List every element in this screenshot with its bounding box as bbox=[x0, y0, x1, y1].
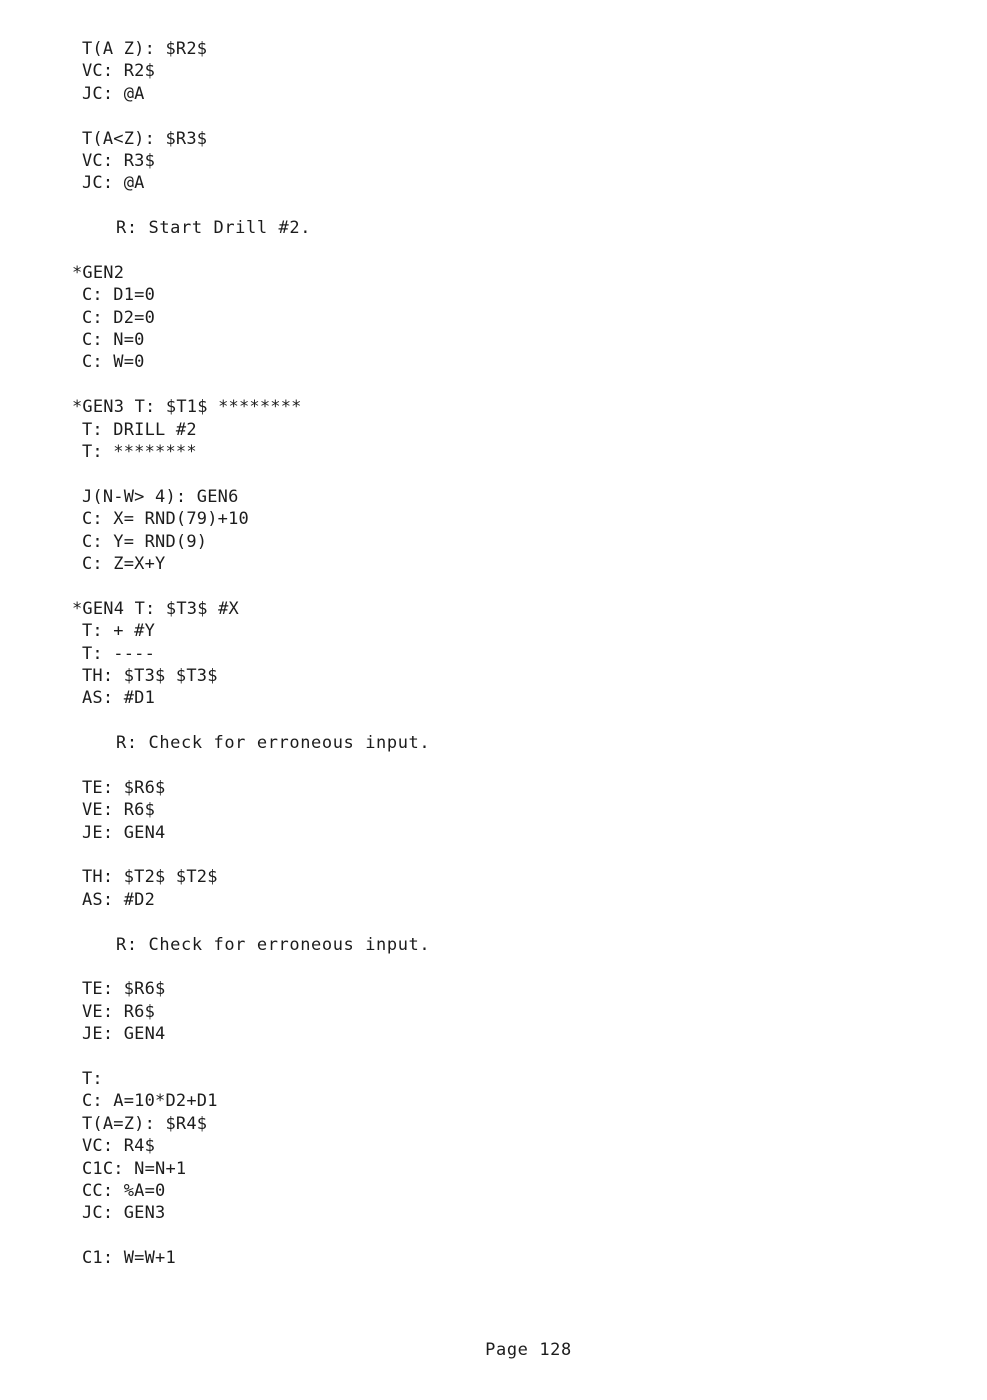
blank-line bbox=[72, 911, 932, 933]
program-listing bbox=[72, 38, 932, 1269]
listing-line: VE: R6$ bbox=[82, 800, 156, 821]
blank-line bbox=[72, 575, 932, 597]
listing-line: C: D1=0 bbox=[82, 285, 156, 306]
listing-line: T: DRILL #2 bbox=[82, 419, 197, 440]
blank-line bbox=[72, 105, 932, 127]
listing-line: C: Y= RND(9) bbox=[82, 531, 208, 552]
blank-line bbox=[72, 844, 932, 866]
listing-line: TH: $T2$ $T2$ bbox=[82, 867, 218, 888]
label-line: *GEN4 T: $T3$ #X bbox=[72, 598, 239, 619]
listing-line: T: ******** bbox=[82, 442, 197, 463]
remark-line: R: Check for erroneous input. bbox=[116, 934, 431, 955]
listing-line: T(A<Z): $R3$ bbox=[82, 128, 208, 149]
listing-line: T(A Z): $R2$ bbox=[82, 39, 208, 59]
label-line: *GEN3 T: $T1$ ******** bbox=[72, 397, 302, 418]
listing-line: T: + #Y bbox=[82, 621, 156, 642]
listing-line: JE: GEN4 bbox=[82, 1024, 166, 1045]
listing-line: C: N=0 bbox=[82, 330, 145, 351]
listing-line: TE: $R6$ bbox=[82, 777, 166, 798]
listing-line: C1: W=W+1 bbox=[82, 1248, 176, 1269]
listing-line: C: Z=X+Y bbox=[82, 553, 166, 574]
listing-line: TE: $R6$ bbox=[82, 979, 166, 1000]
blank-line bbox=[72, 956, 932, 978]
blank-line bbox=[72, 240, 932, 262]
listing-line: CC: %A=0 bbox=[82, 1180, 166, 1201]
listing-line: C1C: N=N+1 bbox=[82, 1158, 187, 1179]
listing-line: JC: @A bbox=[82, 83, 145, 104]
listing-line: T(A=Z): $R4$ bbox=[82, 1113, 208, 1134]
listing-line: C: D2=0 bbox=[82, 307, 156, 328]
blank-line bbox=[72, 374, 932, 396]
listing-line: AS: #D2 bbox=[82, 889, 156, 910]
listing-line: VC: R3$ bbox=[82, 150, 156, 171]
listing-line: AS: #D1 bbox=[82, 688, 156, 709]
blank-line bbox=[72, 1225, 932, 1247]
listing-line: C: W=0 bbox=[82, 352, 145, 373]
listing-line: C: A=10*D2+D1 bbox=[82, 1091, 218, 1112]
label-line: *GEN2 bbox=[72, 262, 125, 283]
listing-line: T: ---- bbox=[82, 643, 156, 664]
listing-line: JC: @A bbox=[82, 173, 145, 194]
listing-line: J(N-W> 4): GEN6 bbox=[82, 486, 239, 507]
remark-line: R: Start Drill #2. bbox=[116, 218, 312, 239]
listing-line: VE: R6$ bbox=[82, 1001, 156, 1022]
blank-line bbox=[72, 1046, 932, 1068]
listing-line: T: bbox=[82, 1068, 103, 1089]
blank-line bbox=[72, 463, 932, 485]
listing-line: TH: $T3$ $T3$ bbox=[82, 665, 218, 686]
blank-line bbox=[72, 710, 932, 732]
listing-line: C: X= RND(79)+10 bbox=[82, 509, 249, 530]
blank-line bbox=[72, 755, 932, 777]
listing-line: VC: R2$ bbox=[82, 61, 156, 82]
page-number: Page 128 bbox=[485, 1340, 572, 1360]
listing-line: JE: GEN4 bbox=[82, 822, 166, 843]
remark-line: R: Check for erroneous input. bbox=[116, 733, 431, 754]
listing-line: VC: R4$ bbox=[82, 1136, 156, 1157]
listing-line: JC: GEN3 bbox=[82, 1203, 166, 1224]
blank-line bbox=[72, 195, 932, 217]
